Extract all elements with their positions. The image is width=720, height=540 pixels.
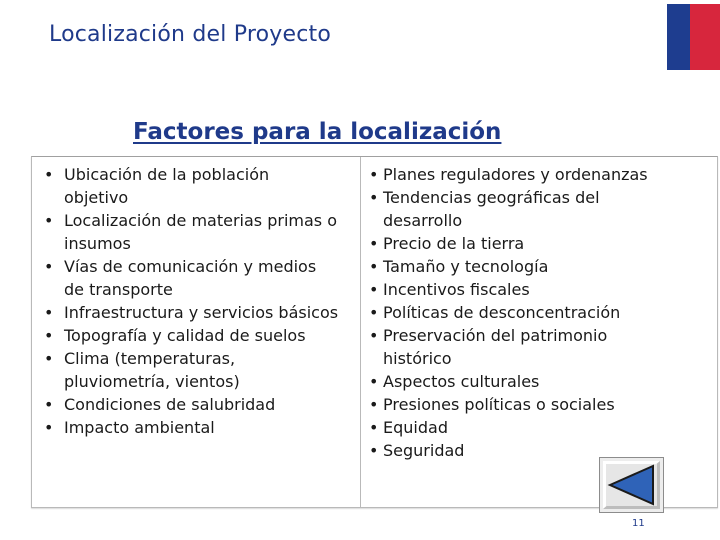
list-item-line: Vías de comunicación y medios (64, 257, 317, 276)
left-factor-list (44, 163, 356, 439)
list-item-line: pluviometría, vientos) (64, 372, 240, 391)
bullet: • (44, 418, 54, 437)
page-number: 11 (632, 518, 645, 529)
list-item-line: Clima (temperaturas, (64, 349, 236, 368)
bullet: • (369, 234, 379, 253)
list-item-line: Ubicación de la población (64, 165, 270, 184)
flag-red-stripe (690, 0, 720, 70)
bullet: • (369, 165, 379, 184)
right-factor-list (369, 163, 714, 462)
list-item (369, 255, 714, 278)
bullet: • (369, 326, 379, 345)
bullet: • (369, 418, 379, 437)
bullet: • (369, 395, 379, 414)
list-item-line: Localización de materias primas o (64, 211, 337, 230)
list-item-line: Precio de la tierra (383, 234, 525, 253)
section-heading: Factores para la localización (133, 119, 502, 145)
bullet: • (369, 303, 379, 322)
list-item (44, 209, 356, 255)
list-item (369, 301, 714, 324)
list-item-line: Tendencias geográficas del (383, 188, 600, 207)
list-item (369, 393, 714, 416)
list-item (44, 324, 356, 347)
list-item-line: objetivo (64, 188, 129, 207)
list-item (44, 393, 356, 416)
bullet: • (369, 188, 379, 207)
list-item-line: Impacto ambiental (64, 418, 215, 437)
list-item (369, 232, 714, 255)
bullet: • (369, 441, 379, 460)
column-divider (360, 157, 361, 507)
bullet: • (369, 280, 379, 299)
list-item-line: histórico (383, 349, 452, 368)
slide-title: Localización del Proyecto (49, 22, 332, 47)
bullet: • (44, 349, 54, 368)
list-item-line: Equidad (383, 418, 448, 437)
back-triangle-icon (600, 458, 663, 512)
list-item (369, 278, 714, 301)
list-item (369, 370, 714, 393)
bullet: • (369, 257, 379, 276)
list-item (44, 163, 356, 209)
list-item-line: Topografía y calidad de suelos (64, 326, 306, 345)
bullet: • (44, 257, 54, 276)
bullet: • (44, 395, 54, 414)
list-item (44, 347, 356, 393)
list-item-line: Seguridad (383, 441, 465, 460)
bullet: • (44, 165, 54, 184)
bullet: • (44, 303, 54, 322)
previous-slide-button[interactable] (599, 457, 664, 513)
bullet: • (44, 211, 54, 230)
bullet: • (369, 372, 379, 391)
factors-table (31, 156, 718, 508)
flag-white-edge (667, 0, 720, 4)
list-item-line: Preservación del patrimonio (383, 326, 608, 345)
list-item-line: Incentivos fiscales (383, 280, 530, 299)
list-item-line: Condiciones de salubridad (64, 395, 276, 414)
list-item (369, 163, 714, 186)
flag-blue-stripe (667, 0, 690, 70)
list-item-line: desarrollo (383, 211, 463, 230)
list-item-line: de transporte (64, 280, 173, 299)
list-item-line: Políticas de desconcentración (383, 303, 621, 322)
list-item (44, 301, 356, 324)
list-item (369, 416, 714, 439)
bullet: • (44, 326, 54, 345)
list-item-line: Aspectos culturales (383, 372, 540, 391)
list-item (44, 416, 356, 439)
list-item-line: Presiones políticas o sociales (383, 395, 615, 414)
list-item (369, 324, 714, 370)
list-item (369, 186, 714, 232)
list-item (44, 255, 356, 301)
list-item-line: Infraestructura y servicios básicos (64, 303, 339, 322)
list-item-line: Tamaño y tecnología (383, 257, 549, 276)
list-item-line: Planes reguladores y ordenanzas (383, 165, 648, 184)
list-item-line: insumos (64, 234, 131, 253)
